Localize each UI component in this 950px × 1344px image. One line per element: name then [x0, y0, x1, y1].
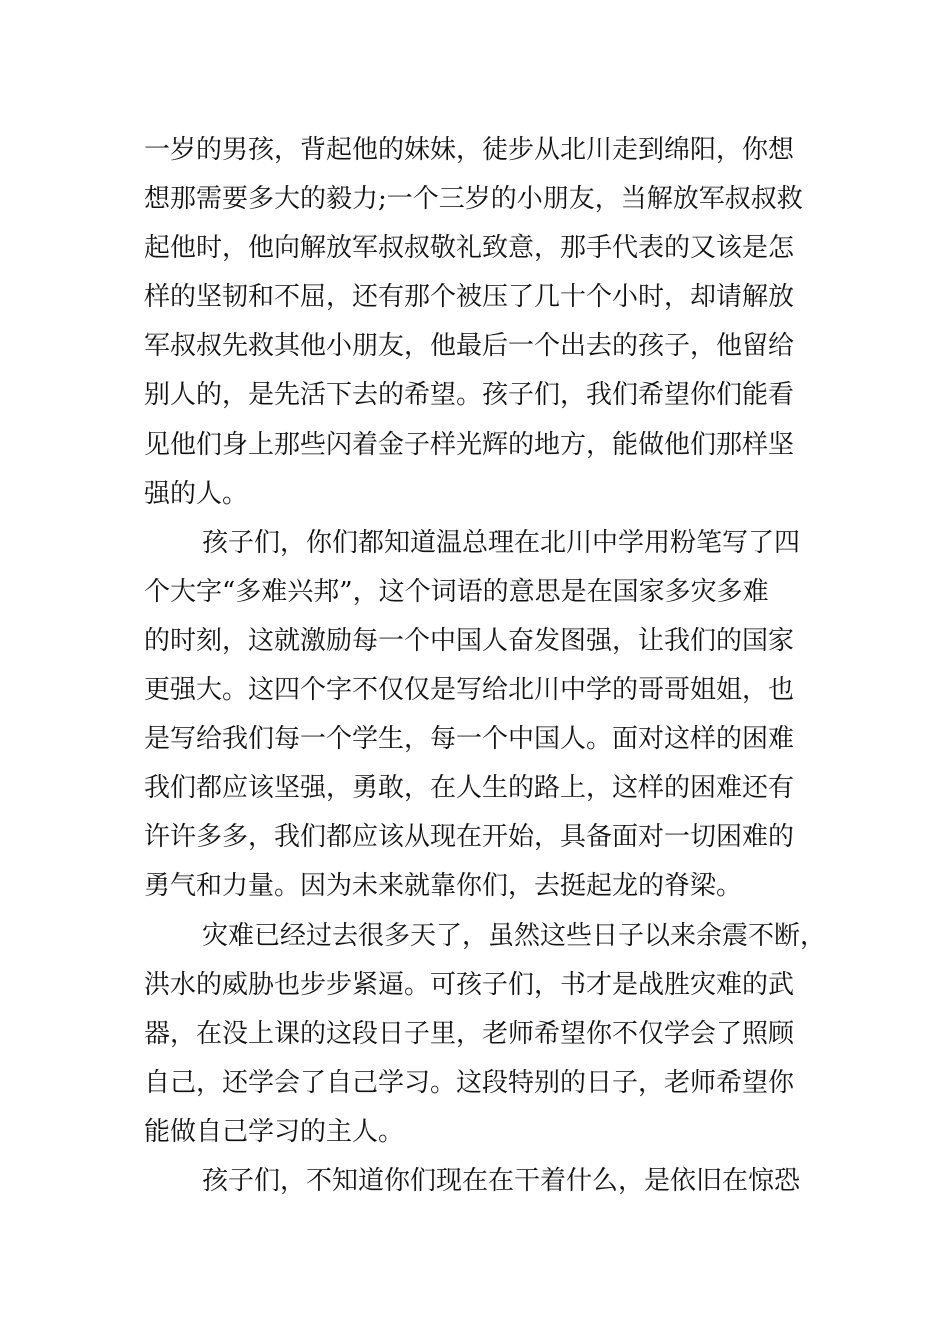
text-line: 器，在没上课的这段日子里，老师希望你不仅学会了照顾 — [144, 1018, 795, 1049]
text-line-first: 孩子们，你们都知道温总理在北川中学用粉笔写了四 — [202, 527, 801, 558]
text-line: 洪水的威胁也步步紧逼。可孩子们，书才是战胜灾难的武 — [144, 969, 795, 1000]
text-line: 见他们身上那些闪着金子样光辉的地方，能做他们那样坚 — [144, 429, 795, 460]
text-line: 自己，还学会了自己学习。这段特别的日子，老师希望你 — [144, 1067, 795, 1098]
paragraph-3 — [144, 912, 827, 1157]
paragraph-1 — [144, 126, 812, 519]
text-line: 我们都应该坚强，勇敢，在人生的路上，这样的困难还有 — [144, 773, 795, 804]
text-line: 更强大。这四个字不仅仅是写给北川中学的哥哥姐姐，也 — [144, 675, 795, 706]
paragraph-4 — [144, 1157, 812, 1206]
text-line: 想那需要多大的毅力;一个三岁的小朋友，当解放军叔叔救 — [144, 184, 803, 215]
text-line: 样的坚韧和不屈，还有那个被压了几十个小时，却请解放 — [144, 282, 795, 313]
text-line: 起他时，他向解放军叔叔敬礼致意，那手代表的又该是怎 — [144, 233, 795, 264]
text-line: 是写给我们每一个学生，每一个中国人。面对这样的困难 — [144, 724, 795, 755]
text-line-first: 灾难已经过去很多天了，虽然这些日子以来余震不断， — [202, 920, 827, 951]
document-body — [144, 126, 827, 1206]
text-line: 个大字“多难兴邦”，这个词语的意思是在国家多灾多难 — [144, 576, 769, 607]
text-line: 勇气和力量。因为未来就靠你们，去挺起龙的脊梁。 — [144, 871, 743, 902]
text-line: 强的人。 — [144, 478, 249, 509]
text-line: 许许多多，我们都应该从现在开始，具备面对一切困难的 — [144, 822, 795, 853]
text-line: 能做自己学习的主人。 — [144, 1116, 405, 1147]
text-line: 的时刻，这就激励每一个中国人奋发图强，让我们的国家 — [144, 625, 795, 656]
text-line: 别人的，是先活下去的希望。孩子们，我们希望你们能看 — [144, 380, 795, 411]
text-line: 一岁的男孩，背起他的妹妹，徒步从北川走到绵阳，你想 — [144, 135, 795, 165]
text-line: 军叔叔先救其他小朋友，他最后一个出去的孩子，他留给 — [144, 331, 795, 362]
text-line-first: 孩子们，不知道你们现在在干着什么，是依旧在惊恐 — [202, 1165, 801, 1196]
paragraph-2 — [144, 519, 812, 912]
